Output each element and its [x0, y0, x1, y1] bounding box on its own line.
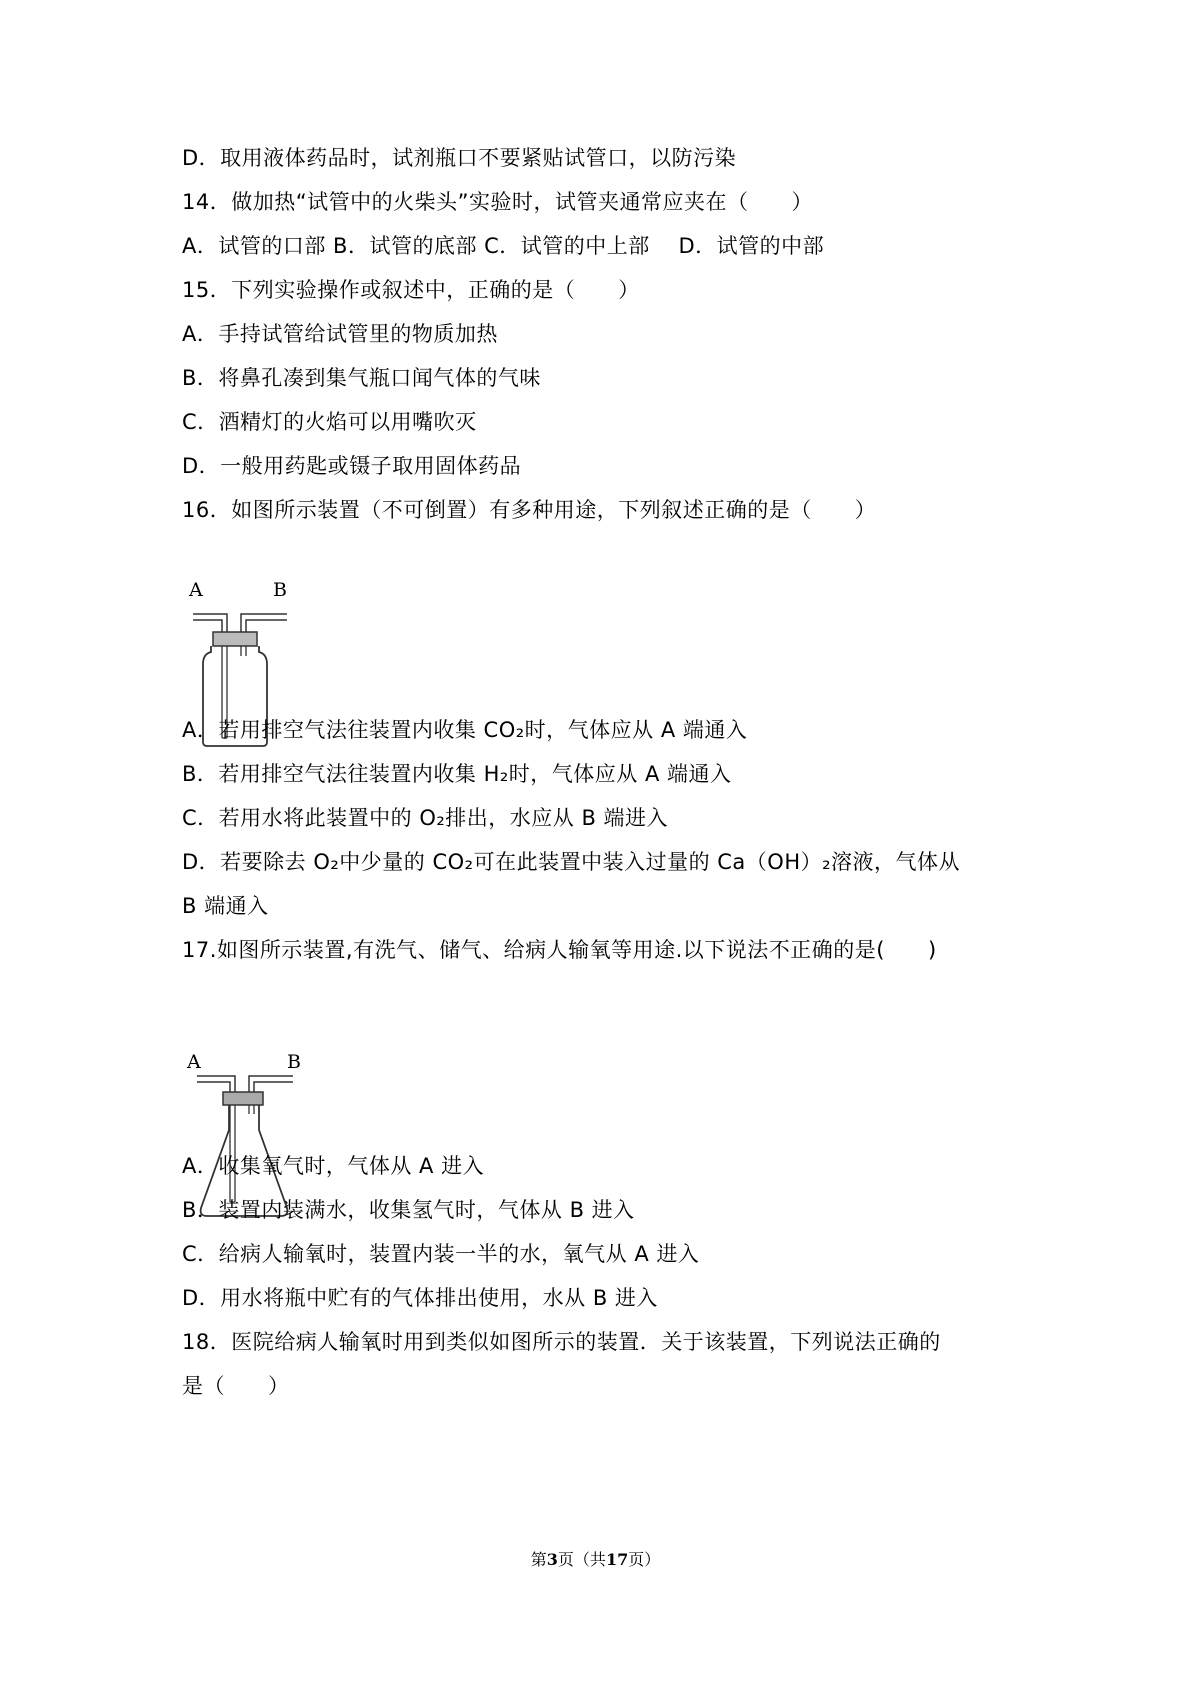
option-17c: C．给病人输氧时，装置内装一半的水，氧气从 A 进入 [182, 1242, 700, 1266]
option-16a: A．若用排空气法往装置内收集 CO₂时，气体应从 A 端通入 [182, 718, 748, 742]
option-16d-cont: B 端通入 [182, 894, 269, 918]
option-17a: A．收集氧气时，气体从 A 进入 [182, 1154, 485, 1178]
question-15: 15．下列实验操作或叙述中，正确的是（ ） [182, 278, 640, 302]
port-a-label: A [189, 579, 203, 601]
question-16: 16．如图所示装置（不可倒置）有多种用途，下列叙述正确的是（ ） [182, 498, 877, 522]
options-14: A．试管的口部 B．试管的底部 C．试管的中上部 D．试管的中部 [182, 234, 825, 258]
option-17b: B．装置内装满水，收集氢气时，气体从 B 进入 [182, 1198, 635, 1222]
page-total: 17 [605, 1550, 629, 1569]
footer-middle: 页（共 [557, 1550, 606, 1569]
option-15a: A．手持试管给试管里的物质加热 [182, 322, 498, 346]
port-b-label: B [273, 579, 287, 601]
footer-prefix: 第 [530, 1550, 547, 1569]
question-14: 14．做加热“试管中的火柴头”实验时，试管夹通常应夹在（ ） [182, 190, 813, 214]
option-16d: D．若要除去 O₂中少量的 CO₂可在此装置中装入过量的 Ca（OH）₂溶液，气体从 [182, 850, 961, 874]
option-17d: D．用水将瓶中贮有的气体排出使用，水从 B 进入 [182, 1286, 658, 1310]
option-15b: B．将鼻孔凑到集气瓶口闻气体的气味 [182, 366, 541, 390]
option-15d: D．一般用药匙或镊子取用固体药品 [182, 454, 522, 478]
page-number: 3 [546, 1550, 558, 1569]
port-a-label: A [187, 1051, 201, 1073]
option-15c: C．酒精灯的火焰可以用嘴吹灭 [182, 410, 477, 434]
port-b-label: B [287, 1051, 301, 1073]
question-18: 18．医院给病人输氧时用到类似如图所示的装置．关于该装置，下列说法正确的 [182, 1330, 941, 1354]
option-16b: B．若用排空气法往装置内收集 H₂时，气体应从 A 端通入 [182, 762, 732, 786]
question-17: 17.如图所示装置,有洗气、储气、给病人输氧等用途.以下说法不正确的是( ) [182, 938, 937, 962]
question-18-cont: 是（ ） [182, 1374, 290, 1398]
footer-suffix: 页） [628, 1550, 661, 1569]
page-footer [0, 1547, 1191, 1570]
option-13d: D．取用液体药品时，试剂瓶口不要紧贴试管口，以防污染 [182, 146, 737, 170]
option-16c: C．若用水将此装置中的 O₂排出，水应从 B 端进入 [182, 806, 669, 830]
